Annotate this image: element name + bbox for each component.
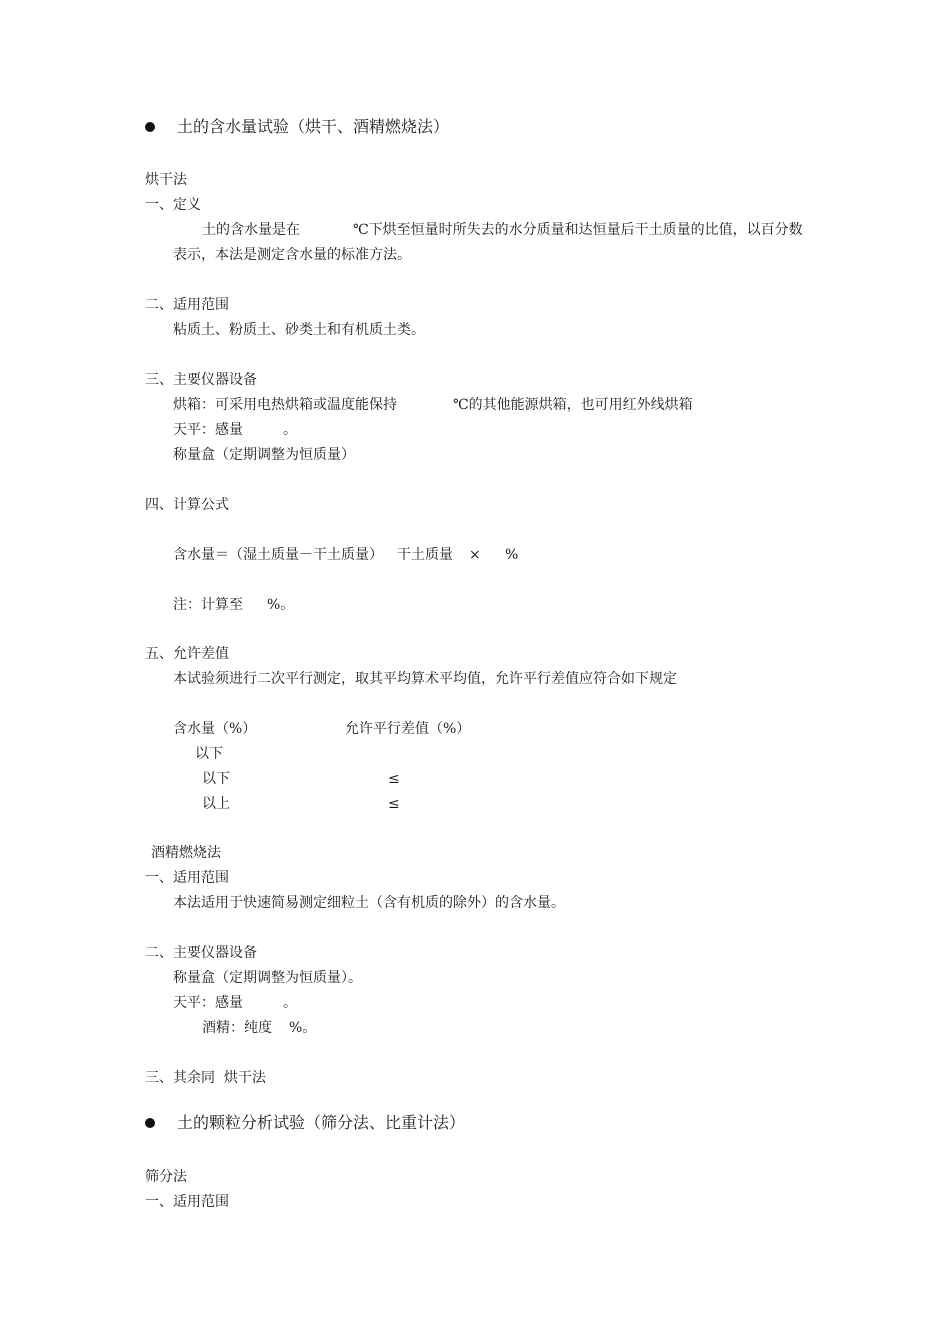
alcohol-equipment-alcohol-part1: 酒精：纯度 [202,1020,272,1036]
formula-title: 四、计算公式 [145,497,229,513]
alcohol-rest: 三、其余同 烘干法 [145,1070,266,1086]
alcohol-equipment-alcohol-part2: %。 [289,1020,317,1036]
method-title-sieve: 筛分法 [145,1169,187,1185]
method-title-alcohol: 酒精燃烧法 [151,845,221,861]
sieve-scope-title: 一、适用范围 [145,1194,229,1210]
definition-text-part1: 土的含水量是在 [202,222,300,238]
tolerance-row-range: 以上 [202,796,230,812]
alcohol-scope-title: 一、适用范围 [145,870,229,886]
tolerance-row-range: 以下 [195,746,223,762]
formula-part2: 干土质量 [397,547,453,563]
section-heading-particle-analysis: 土的颗粒分析试验（筛分法、比重计法） [177,1113,466,1132]
method-title-oven: 烘干法 [145,172,187,188]
alcohol-equipment-balance-part2: 。 [283,995,297,1011]
scope-title: 二、适用范围 [145,297,229,313]
tolerance-intro: 本试验须进行二次平行测定，取其平均算术平均值，允许平行差值应符合如下规定 [173,671,677,687]
alcohol-equipment-box: 称量盒（定期调整为恒质量）。 [173,970,362,986]
scope-text: 粘质土、粉质土、砂类土和有机质土类。 [173,322,425,338]
alcohol-equipment-balance-part1: 天平：感量 [173,995,243,1011]
equipment-title: 三、主要仪器设备 [145,372,257,388]
tolerance-col-header-2: 允许平行差值（%） [345,721,471,737]
definition-title: 一、定义 [145,197,201,213]
formula-part1: 含水量＝（湿土质量－干土质量） [173,547,383,563]
formula-percent: % [505,547,519,563]
tolerance-row-value: ≤ [388,796,400,812]
tolerance-row-range: 以下 [202,771,230,787]
formula-note-part2: %。 [267,597,295,613]
bullet-icon [145,122,155,132]
tolerance-title: 五、允许差值 [145,646,229,662]
equipment-balance-part1: 天平：感量 [173,422,243,438]
formula-note-part1: 注：计算至 [173,597,243,613]
alcohol-scope-text: 本法适用于快速简易测定细粒土（含有机质的除外）的含水量。 [173,895,565,911]
equipment-box: 称量盒（定期调整为恒质量） [173,447,355,463]
tolerance-row-value: ≤ [388,771,400,787]
section-heading-water-content: 土的含水量试验（烘干、酒精燃烧法） [177,117,450,136]
equipment-balance-part2: 。 [283,422,297,438]
tolerance-col-header-1: 含水量（%） [173,721,257,737]
equipment-oven-part1: 烘箱：可采用电热烘箱或温度能保持 [173,397,397,413]
alcohol-equipment-title: 二、主要仪器设备 [145,945,257,961]
equipment-oven-part2: ℃的其他能源烘箱，也可用红外线烘箱 [453,397,693,413]
definition-text-part2: ℃下烘至恒量时所失去的水分质量和达恒量后干土质量的比值，以百分数 [353,222,803,238]
formula-times: × [469,547,481,563]
bullet-icon [145,1118,155,1128]
definition-text-line2: 表示，本法是测定含水量的标准方法。 [173,247,411,263]
